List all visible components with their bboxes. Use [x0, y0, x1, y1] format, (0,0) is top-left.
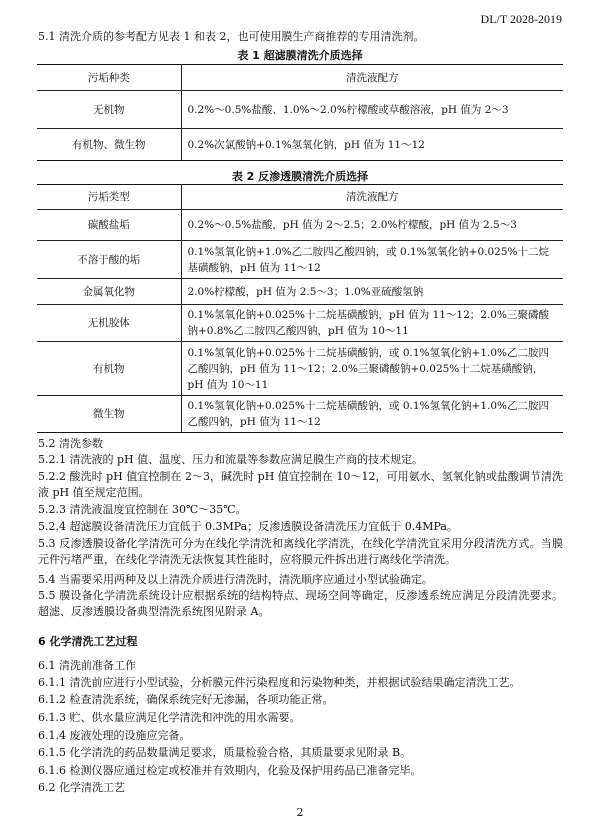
table-cell: 0.1%氢氧化钠+1.0%乙二胺四乙酸四钠，或 0.1%氢氧化钠+0.025%十二烷基磺酸钠，pH 值为 11～12	[181, 241, 563, 279]
table-cell: 0.2%～0.5%盐酸，pH 值为 2～2.5；2.0%柠檬酸，pH 值为 2.5～3	[181, 210, 563, 241]
table-row	[37, 396, 563, 433]
clause-6-1: 6.1 清洗前准备工作	[38, 659, 136, 672]
table-2-header-cell: 清洗液配方	[181, 185, 563, 210]
table-row	[37, 342, 563, 396]
clause-6-1-1: 6.1.1 清洗前应进行小型试验，分析膜元件污染程度和污染物种类，并根据试验结果确定清洗工艺。	[38, 676, 521, 689]
table-cell: 2.0%柠檬酸，pH 值为 2.5～3；1.0%亚硫酸氢钠	[181, 279, 563, 305]
clause-6-1-2: 6.1.2 检查清洗系统，确保系统完好无渗漏，各项功能正常。	[38, 693, 334, 706]
table-cell: 无机胶体	[37, 305, 181, 342]
table-row	[37, 241, 563, 279]
table-1	[37, 64, 563, 161]
clause-6-1-6: 6.1.6 检测仪器应通过检定或校准并有效期内，化验及保护用药品已准备完毕。	[38, 764, 422, 777]
clause-5-4: 5.4 当需要采用两种及以上清洗介质进行清洗时，清洗顺序应通过小型试验确定。	[38, 573, 433, 586]
table-cell: 微生物	[37, 396, 181, 433]
clause-5-3: 5.3 反渗透膜设备化学清洗可分为在线化学清洗和离线化学清洗，在线化学清洗宜采用分段清洗方式。当膜元件污堵严重，在线化学清洗无法恢复其性能时，应将膜元件拆出进行离线化学清洗。	[38, 537, 563, 566]
table-cell: 不溶于酸的垢	[37, 241, 181, 279]
table-2	[37, 184, 563, 433]
clause-5-2-2: 5.2.2 酸洗时 pH 值宜控制在 2～3，碱洗时 pH 值宜控制在 10～12，可用氨水、氢氧化钠或盐酸调节清洗液 pH 值至规定范围。	[38, 470, 563, 499]
table-row	[37, 91, 563, 129]
table-2-header-row	[37, 185, 563, 210]
table-cell: 碳酸盐垢	[37, 210, 181, 241]
table-1-header-cell: 污垢种类	[37, 65, 181, 91]
section-6-title: 6 化学清洗工艺过程	[38, 635, 138, 648]
table-2-caption: 表 2 反渗透膜清洗介质选择	[231, 170, 369, 183]
table-cell: 0.1%氢氧化钠+0.025%十二烷基磺酸钠，或 0.1%氢氧化钠+1.0%乙二胺四乙酸四钠，pH 值为 11～12	[181, 396, 563, 433]
clause-6-2: 6.2 化学清洗工艺	[38, 781, 125, 794]
table-1-caption: 表 1 超滤膜清洗介质选择	[237, 49, 363, 62]
clause-6-1-3: 6.1.3 贮、供水量应满足化学清洗和冲洗的用水需要。	[38, 711, 301, 724]
table-1-header-cell: 清洗液配方	[181, 65, 563, 91]
table-cell: 0.1%氢氧化钠+0.025%十二烷基磺酸钠，或 0.1%氢氧化钠+1.0%乙二胺四乙酸四钠，pH 值为 11～12；2.0%三聚磷酸钠+0.025%十二烷基磺酸钠，pH 值为 10～11	[181, 342, 563, 396]
table-cell: 0.1%氢氧化钠+0.025%十二烷基磺酸钠，pH 值为 11～12；2.0%三聚磷酸钠+0.8%乙二胺四乙酸四钠，pH 值为 10～11	[181, 305, 563, 342]
table-cell: 有机物	[37, 342, 181, 396]
clause-6-1-5: 6.1.5 化学清洗的药品数量满足要求，质量检验合格，其质量要求见附录 B。	[38, 746, 412, 759]
table-cell: 有机物、微生物	[37, 129, 181, 161]
clause-6-1-4: 6.1.4 废液处理的设施应完备。	[38, 729, 191, 742]
clause-5-1: 5.1 清洗介质的参考配方见表 1 和表 2，也可使用膜生产商推荐的专用清洗剂。	[38, 30, 425, 43]
page-number: 2	[296, 806, 304, 819]
table-cell: 0.2%次氯酸钠+0.1%氢氧化钠，pH 值为 11～12	[181, 129, 563, 161]
clause-5-5: 5.5 膜设备化学清洗系统设计应根据系统的结构特点、现场空间等确定，反渗透系统应满足分段清洗要求。超滤、反渗透膜设备典型清洗系统图见附录 A。	[38, 589, 563, 618]
clause-5-2-1: 5.2.1 清洗液的 pH 值、温度、压力和流量等参数应满足膜生产商的技术规定。	[38, 453, 424, 466]
standard-code: DL/T 2028-2019	[480, 12, 562, 26]
clause-5-2-4: 5.2.4 超滤膜设备清洗压力宜低于 0.3MPa；反渗透膜设备清洗压力宜低于 0.4MPa。	[38, 520, 458, 533]
table-cell: 0.2%～0.5%盐酸、1.0%～2.0%柠檬酸或草酸溶液，pH 值为 2～3	[181, 91, 563, 129]
table-row	[37, 210, 563, 241]
clause-5-2-3: 5.2.3 清洗液温度宜控制在 30℃～35℃。	[38, 503, 247, 516]
table-row	[37, 129, 563, 161]
table-2-header-cell: 污垢类型	[37, 185, 181, 210]
table-row	[37, 305, 563, 342]
table-1-header-row	[37, 65, 563, 91]
table-cell: 无机物	[37, 91, 181, 129]
clause-5-2: 5.2 清洗参数	[38, 437, 103, 450]
table-cell: 金属氧化物	[37, 279, 181, 305]
table-row	[37, 279, 563, 305]
